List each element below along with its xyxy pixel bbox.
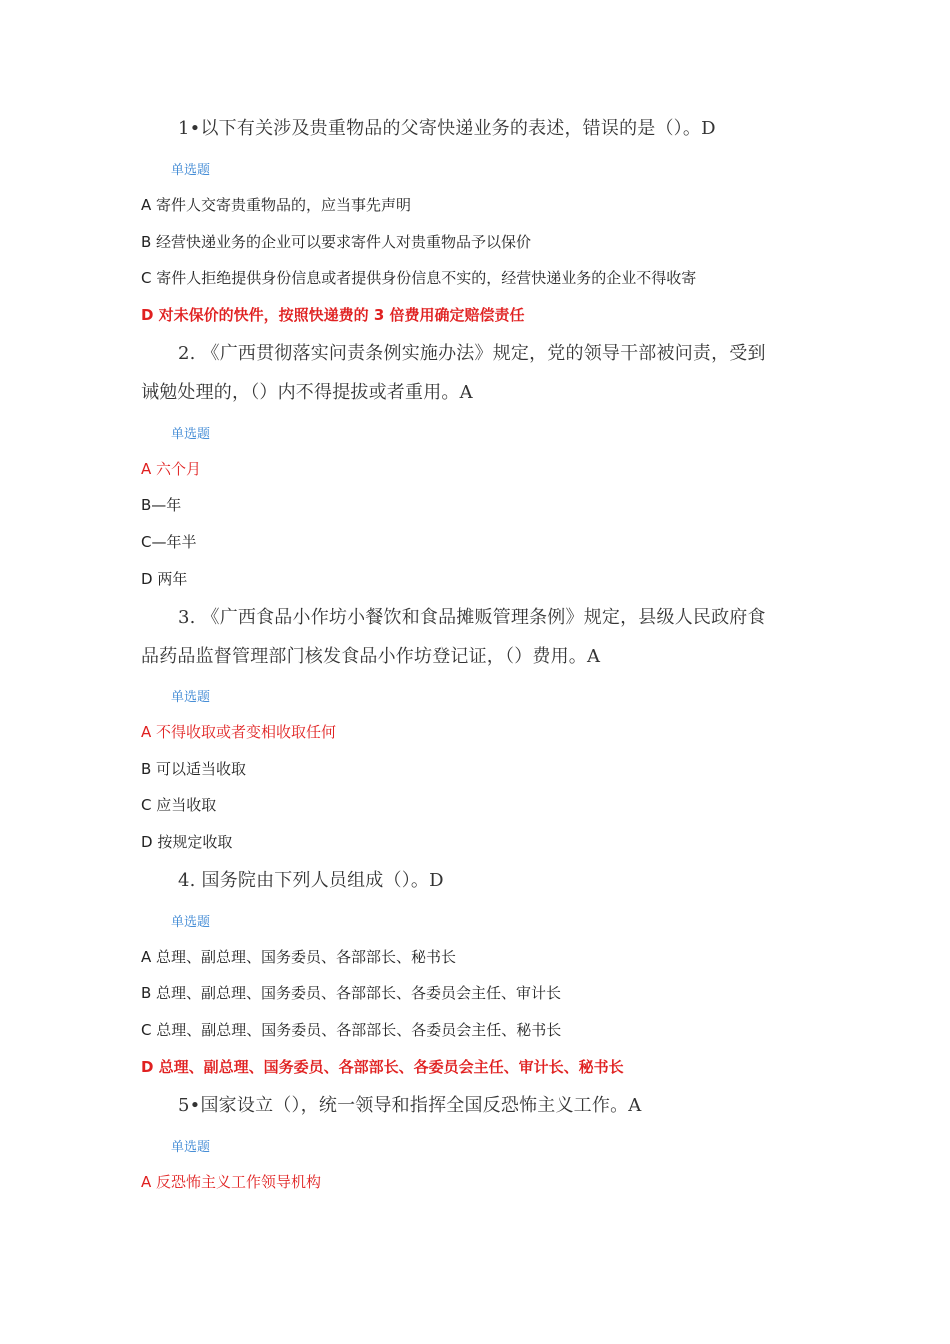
question-1-option-a: A 寄件人交寄贵重物品的，应当事先声明 (141, 196, 412, 214)
question-4-line-1: 4. 国务院由下列人员组成（）。D (178, 870, 444, 891)
question-5-type-label: 单选题 (171, 1140, 211, 1155)
question-4-option-a: A 总理、副总理、国务委员、各部部长、秘书长 (141, 948, 457, 966)
question-1-option-c: C 寄件人拒绝提供身份信息或者提供身份信息不实的，经营快递业务的企业不得收寄 (141, 269, 697, 287)
question-2-line-1: 2. 《广西贯彻落实问责条例实施办法》规定，党的领导干部被问责，受到 (178, 343, 766, 364)
question-3-option-a: A 不得收取或者变相收取任何 (141, 723, 337, 741)
question-5-line-1: 5•国家设立（），统一领导和指挥全国反恐怖主义工作。A (178, 1095, 642, 1116)
question-3-line-2: 品药品监督管理部门核发食品小作坊登记证，（）费用。A (141, 646, 601, 667)
question-2-option-d: D 两年 (141, 570, 188, 588)
question-2-option-b: B—年 (141, 496, 182, 514)
question-3-option-c: C 应当收取 (141, 796, 217, 814)
question-1-option-d: D 对未保价的快件，按照快递费的 3 倍费用确定赔偿责任 (141, 306, 525, 324)
question-2-option-a: A 六个月 (141, 460, 202, 478)
question-4-option-b: B 总理、副总理、国务委员、各部部长、各委员会主任、审计长 (141, 984, 562, 1002)
question-1-type-label: 单选题 (171, 163, 211, 178)
question-2-line-2: 诫勉处理的，（）内不得提拔或者重用。A (141, 382, 473, 403)
question-4-option-d: D 总理、副总理、国务委员、各部部长、各委员会主任、审计长、秘书长 (141, 1058, 624, 1076)
question-3-type-label: 单选题 (171, 690, 211, 705)
question-3-option-d: D 按规定收取 (141, 833, 233, 851)
question-3-line-1: 3. 《广西食品小作坊小餐饮和食品摊贩管理条例》规定，县级人民政府食 (178, 607, 766, 628)
question-4-type-label: 单选题 (171, 915, 211, 930)
question-1-line-1: 1•以下有关涉及贵重物品的父寄快递业务的表述，错误的是（）。D (178, 118, 716, 139)
question-1-option-b: B 经营快递业务的企业可以要求寄件人对贵重物品予以保价 (141, 233, 532, 251)
question-4-option-c: C 总理、副总理、国务委员、各部部长、各委员会主任、秘书长 (141, 1021, 562, 1039)
question-5-option-a: A 反恐怖主义工作领导机构 (141, 1173, 322, 1191)
question-3-option-b: B 可以适当收取 (141, 760, 247, 778)
question-2-type-label: 单选题 (171, 427, 211, 442)
question-2-option-c: C—年半 (141, 533, 197, 551)
